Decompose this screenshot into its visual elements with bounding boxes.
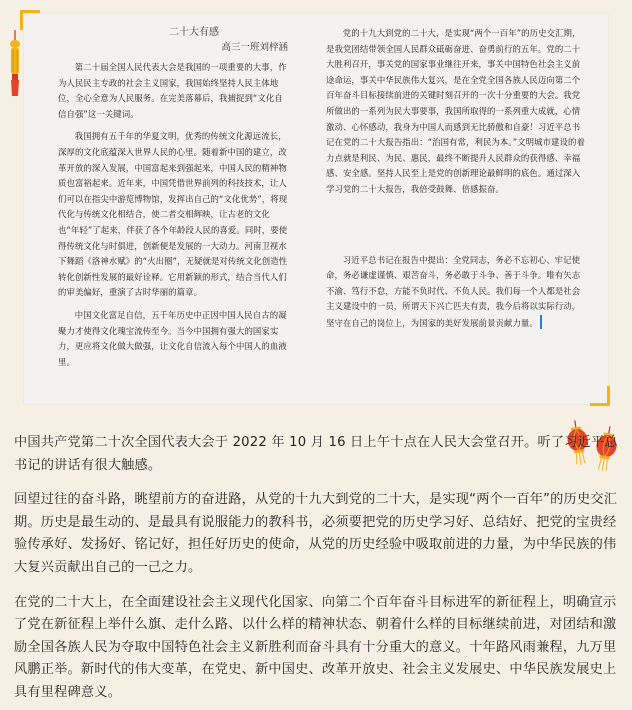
- corner-bracket-icon: [20, 10, 40, 30]
- essay-paragraph: 我国拥有五千年的华夏文明，优秀的传统文化源远流长，深厚的文化底蕴深入世界人民的心里。随着新中国的建立，改革开放的深入发展，中国富起来到强起来，中国人民的精神物质也富裕起来。近年来，中国凭借世界前列的科技技术，让人们可以在指尖中游览博物馆，发挥出自己的“文化优势”，将现代化与传统文化相结合，使二者交相辉映，让古老的文化也“年轻”了起来，伴获了各个年龄段人民的喜爱。同时，要使得传统文化与时俱进，创新便是发展的一大动力。河南卫视水下舞蹈《洛神水赋》的“火出圈”，无疑就是对传统文化创造性转化创新性发展的最好诠释。它用新颖的形式，结合当代人们的审美偏好，重演了古时华丽的篇章。: [58, 131, 288, 298]
- essay-photo: [24, 14, 608, 404]
- essay-right-column: [326, 26, 588, 339]
- essay-paragraph: 第二十届全国人民代表大会是我国的一项重要的大事，作为人民民主专政的社会主义国家，我国始终坚持人民主体地位，全心全意为人民服务。在完美落幕后，我捕捉到“文化自信自强”这一关键词。: [58, 62, 287, 119]
- essay-paragraph: 习近平总书记在报告中提出：全党同志，务必不忘初心、牢记使命，务必谦虚谨慎、艰苦奋斗，务必敢于斗争、善于斗争。唯有矢志不渝、笃行不怠，方能不负时代、不负人民。我们每一个人都是社会主义建设中的一员，所谓天下兴亡匹夫有责，我今后将以实际行动，坚守在自己的岗位上，为国家的美好发展前景贡献力量。: [326, 254, 581, 328]
- essay-paragraph: 党的十九大到党的二十大，是实现“两个一百年”的历史交汇期，是我党团结带领全国人民群众砥砺奋进、奋勇前行的五年。党的二十大胜利召开，事关党的国家事业继往开来，事关中国特色社会主义前途命运，事关中华民族伟大复兴，是在全党全国各族人民迈向第二个百年奋斗目标接续前进的关键时刻召开的一次十分重要的大会。我党所做出的一系列为民大事要事，我国所取得的一系列重大成就，心情激动、心怀感动，我身为中国人而感到无比骄傲和自豪！习近平总书记在党的二十大报告指出：“治国有常，利民为本。”文明城市建设的着力点就是利民、为民、惠民，最终不断提升人民群众的获得感、幸福感、安全感。坚持人民至上是党的创新理论最鲜明的底色。通过深入学习党的二十大报告，我倍受鼓舞、倍感振奋。: [326, 28, 585, 194]
- essay-paragraph: 中国文化富足自信，五千年历史中正因中国人民自古的凝聚力才使得文化瑰宝流传至今。当今中国拥有强大的国家实力，更应将文化做大做强，让文化自信流入每个中国人的血液里。: [58, 309, 287, 367]
- corner-bracket-icon: [590, 386, 610, 406]
- article-paragraph: 中国共产党第二十次全国代表大会于 2022 年 10 月 16 日上午十点在人民大会堂召开。听了习近平总书记的讲话有很大触感。: [14, 435, 618, 473]
- article-paragraph: 在党的二十大上，在全面建设社会主义现代化国家、向第二个百年奋斗目标进军的新征程上，明确宣示了党在新征程上举什么旗、走什么路、以什么样的精神状态、朝着什么样的目标继续前进，对团结和激励全国各族人民为夺取中国特色社会主义新胜利而奋斗具有十分重大的意义。十年路风雨兼程，九万里风鹏正举。新时代的伟大变革，在党史、新中国史、改革开放史、社会主义发展史、中华民族发展史上具有里程碑意义。: [14, 594, 617, 700]
- text-cursor-icon: [540, 315, 542, 329]
- tassel-icon: [8, 30, 22, 100]
- article-body: [14, 432, 618, 710]
- article-paragraph: 回望过往的奋斗路，眺望前方的奋进路，从党的十九大到党的二十大，是实现“两个一百年”的历史交汇期。历史是最生动的、是最具有说服能力的教科书，必须要把党的历史学习好、总结好、把党的宝贵经验传承好、发扬好、铭记好，担任好历史的使命，从党的历史经验中吸取前进的力量，为中华民族的伟大复兴贡献出自己的一己之力。: [14, 492, 618, 575]
- essay-title: 二十大有感: [169, 27, 219, 38]
- essay-author: 高三一班刘梓涵: [221, 42, 288, 53]
- essay-left-column: [58, 26, 290, 377]
